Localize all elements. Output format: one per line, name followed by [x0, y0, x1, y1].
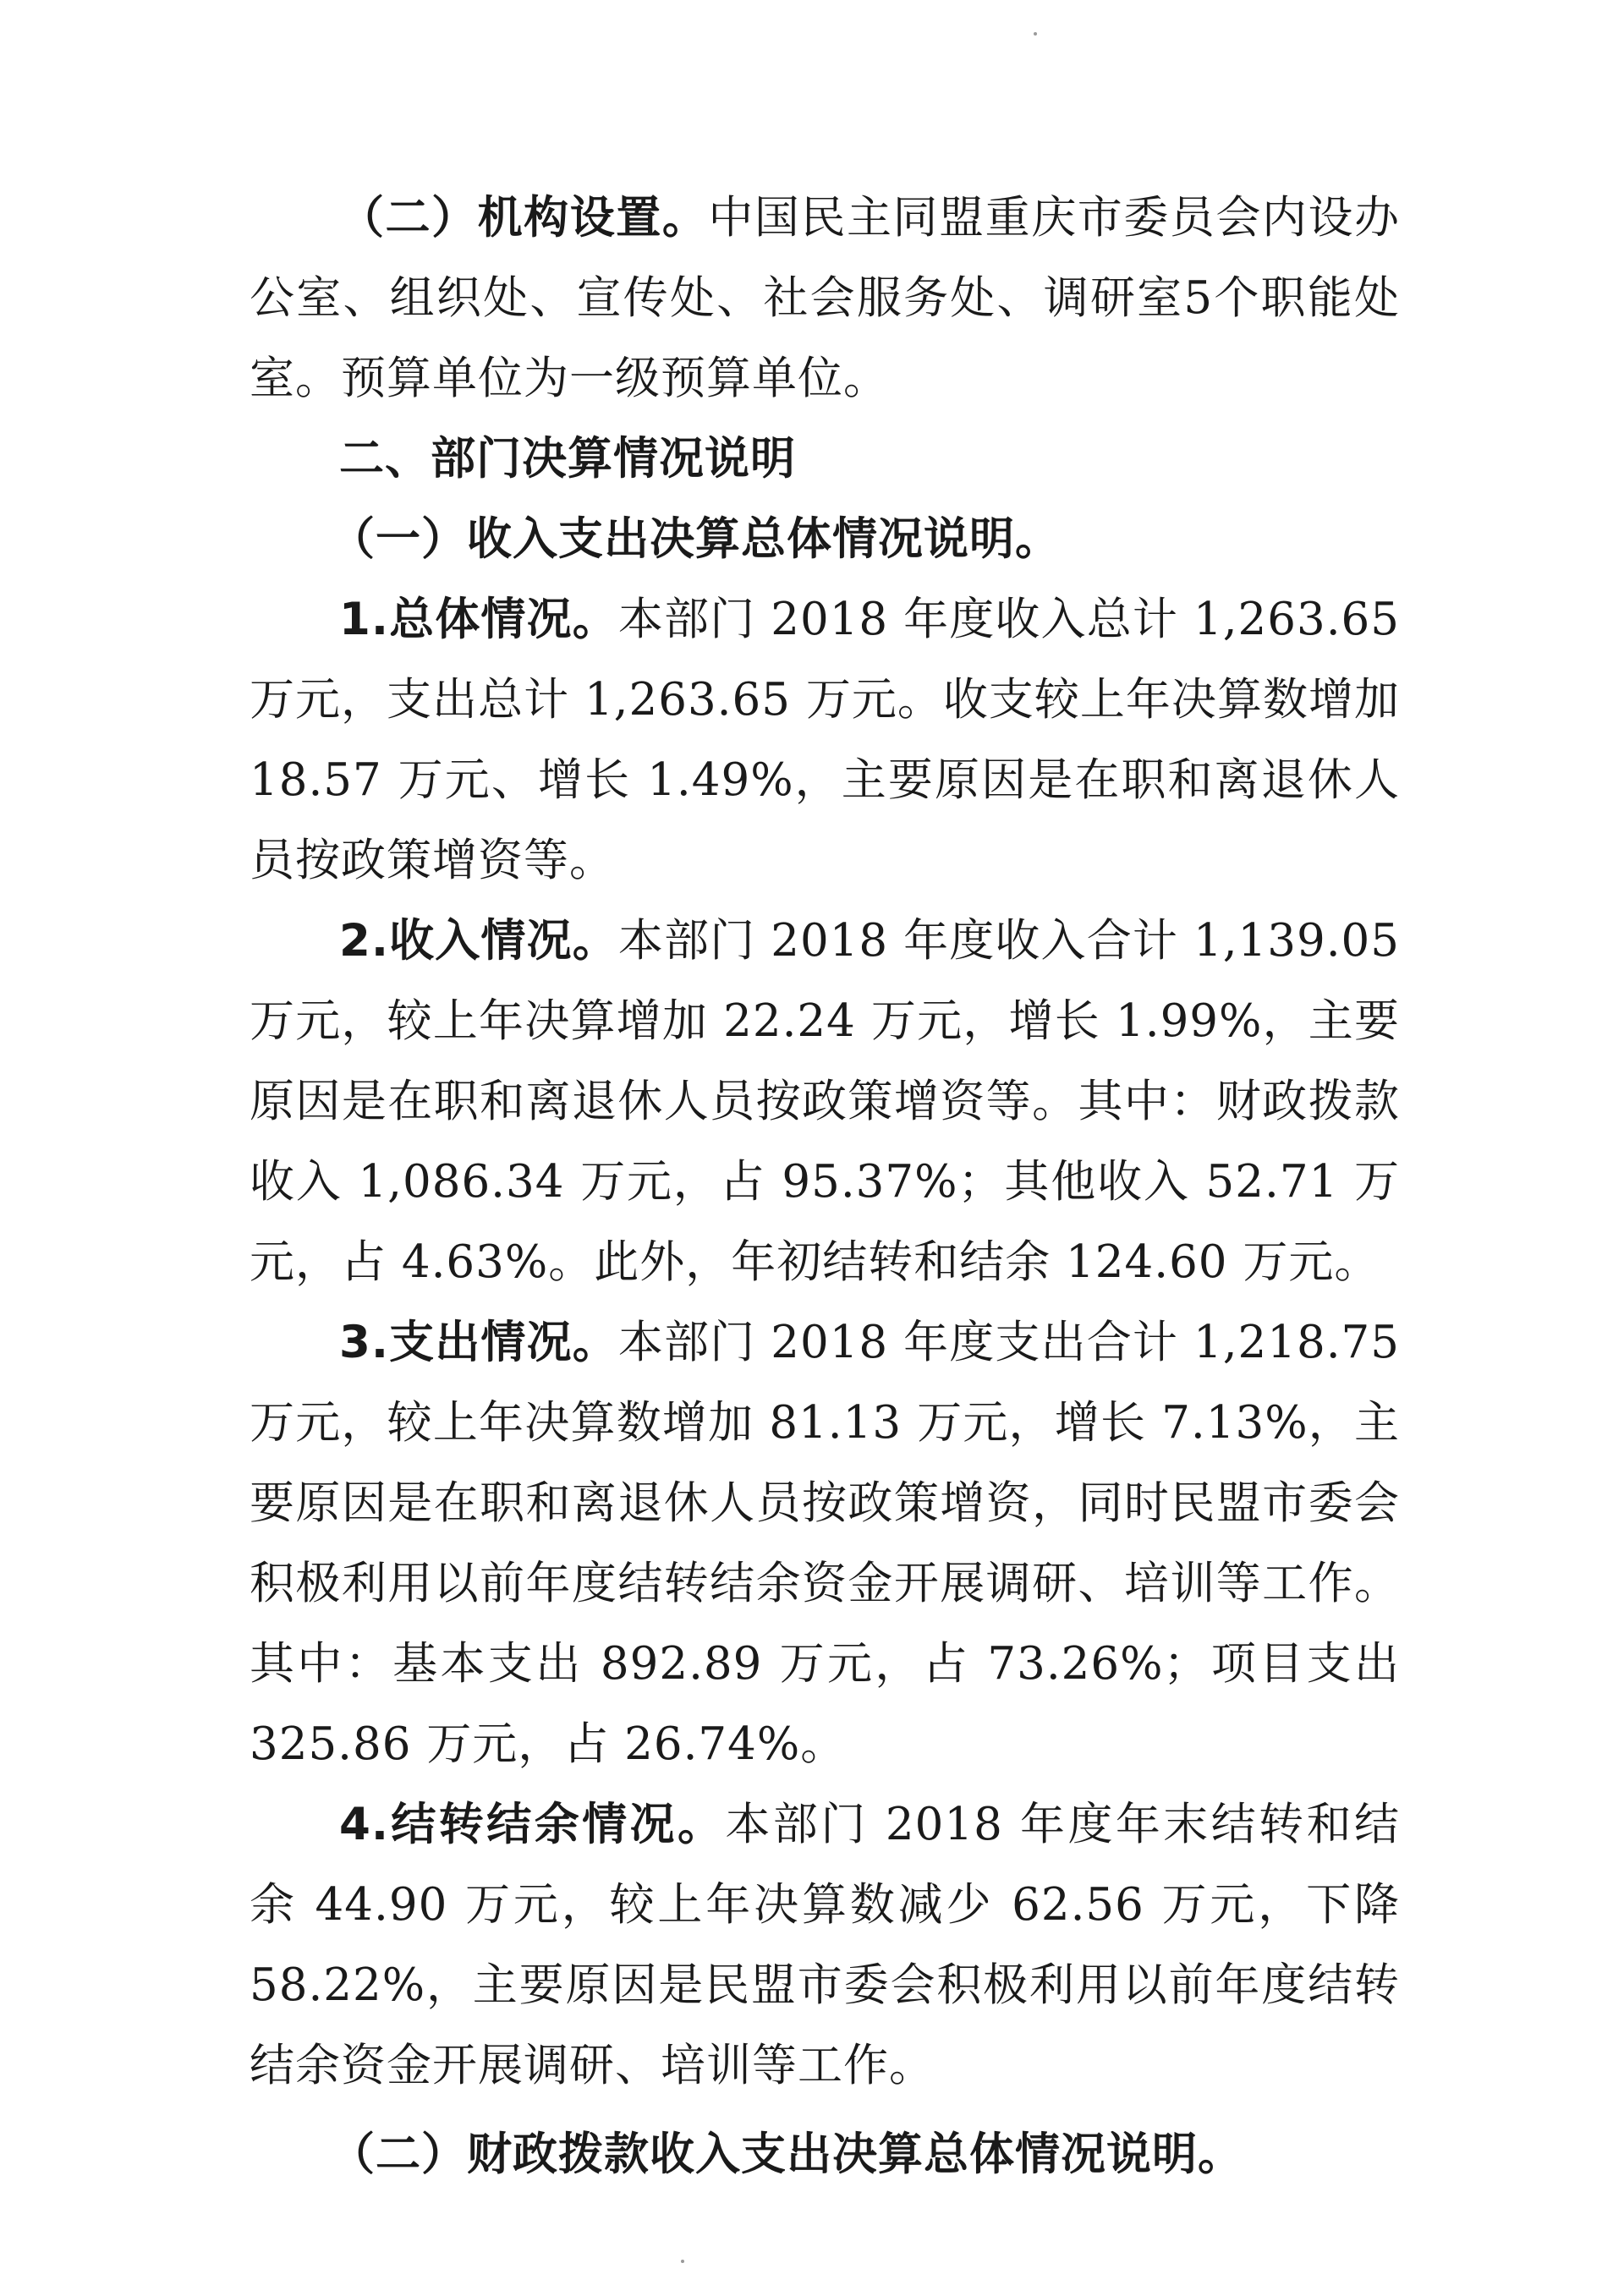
paragraph-carryover [250, 1784, 1400, 2106]
subsection-heading [250, 2114, 1400, 2195]
scan-speck [1034, 32, 1037, 36]
paragraph-text: 本部门 2018 年度收入合计 1,139.05 万元，较上年决算增加 22.24 万元，增长 1.99%，主要原因是在职和离退休人员按政策增资等。其中：财政拨款收入 1,086.34 万元，占 95.37%；其他收入 52.71 万元，占 4.63%。此外，年初结转和结余 124.60 万元。 [250, 915, 1400, 1288]
paragraph-overall [250, 579, 1400, 901]
document-body [250, 178, 1400, 2195]
subsection-heading-text: （二）财政拨款收入支出决算总体情况说明。 [330, 2129, 1243, 2180]
subsection-heading-text: （一）收入支出决算总体情况说明。 [330, 513, 1061, 565]
scan-speck [681, 2260, 684, 2263]
paragraph-lead: 3.支出情况。 [339, 1317, 618, 1368]
paragraph-lead: 1.总体情况。 [339, 594, 618, 645]
paragraph-text: 中国民主同盟重庆市委员会内设办公室、组织处、宣传处、社会服务处、调研室5个职能处室。预算单位为一级预算单位。 [250, 192, 1401, 404]
subsection-heading [250, 499, 1400, 579]
paragraph-text: 本部门 2018 年度年末结转和结余 44.90 万元，较上年决算数减少 62.56 万元，下降 58.22%，主要原因是民盟市委会积极利用以前年度结转结余资金开展调研、培训等工作。 [250, 1799, 1400, 2091]
paragraph-lead: 2.收入情况。 [339, 915, 618, 967]
paragraph-lead: 4.结转结余情况。 [339, 1799, 726, 1850]
paragraph-text: 本部门 2018 年度收入总计 1,263.65 万元，支出总计 1,263.65 万元。收支较上年决算数增加 18.57 万元、增长 1.49%，主要原因是在职和离退休人员按政策增资等。 [250, 594, 1400, 886]
paragraph-organization [250, 178, 1400, 419]
section-heading [250, 419, 1400, 499]
paragraph-expenditure [250, 1302, 1400, 1784]
section-heading-text: 二、部门决算情况说明 [339, 433, 796, 485]
paragraph-income [250, 901, 1400, 1302]
paragraph-lead: （二）机构设置。 [339, 192, 709, 244]
paragraph-text: 本部门 2018 年度支出合计 1,218.75 万元，较上年决算数增加 81.13 万元，增长 7.13%，主要原因是在职和离退休人员按政策增资，同时民盟市委会积极利用以前年度结转结余资金开展调研、培训等工作。其中：基本支出 892.89 万元，占 73.26%；项目支出 325.86 万元，占 26.74%。 [250, 1317, 1400, 1770]
